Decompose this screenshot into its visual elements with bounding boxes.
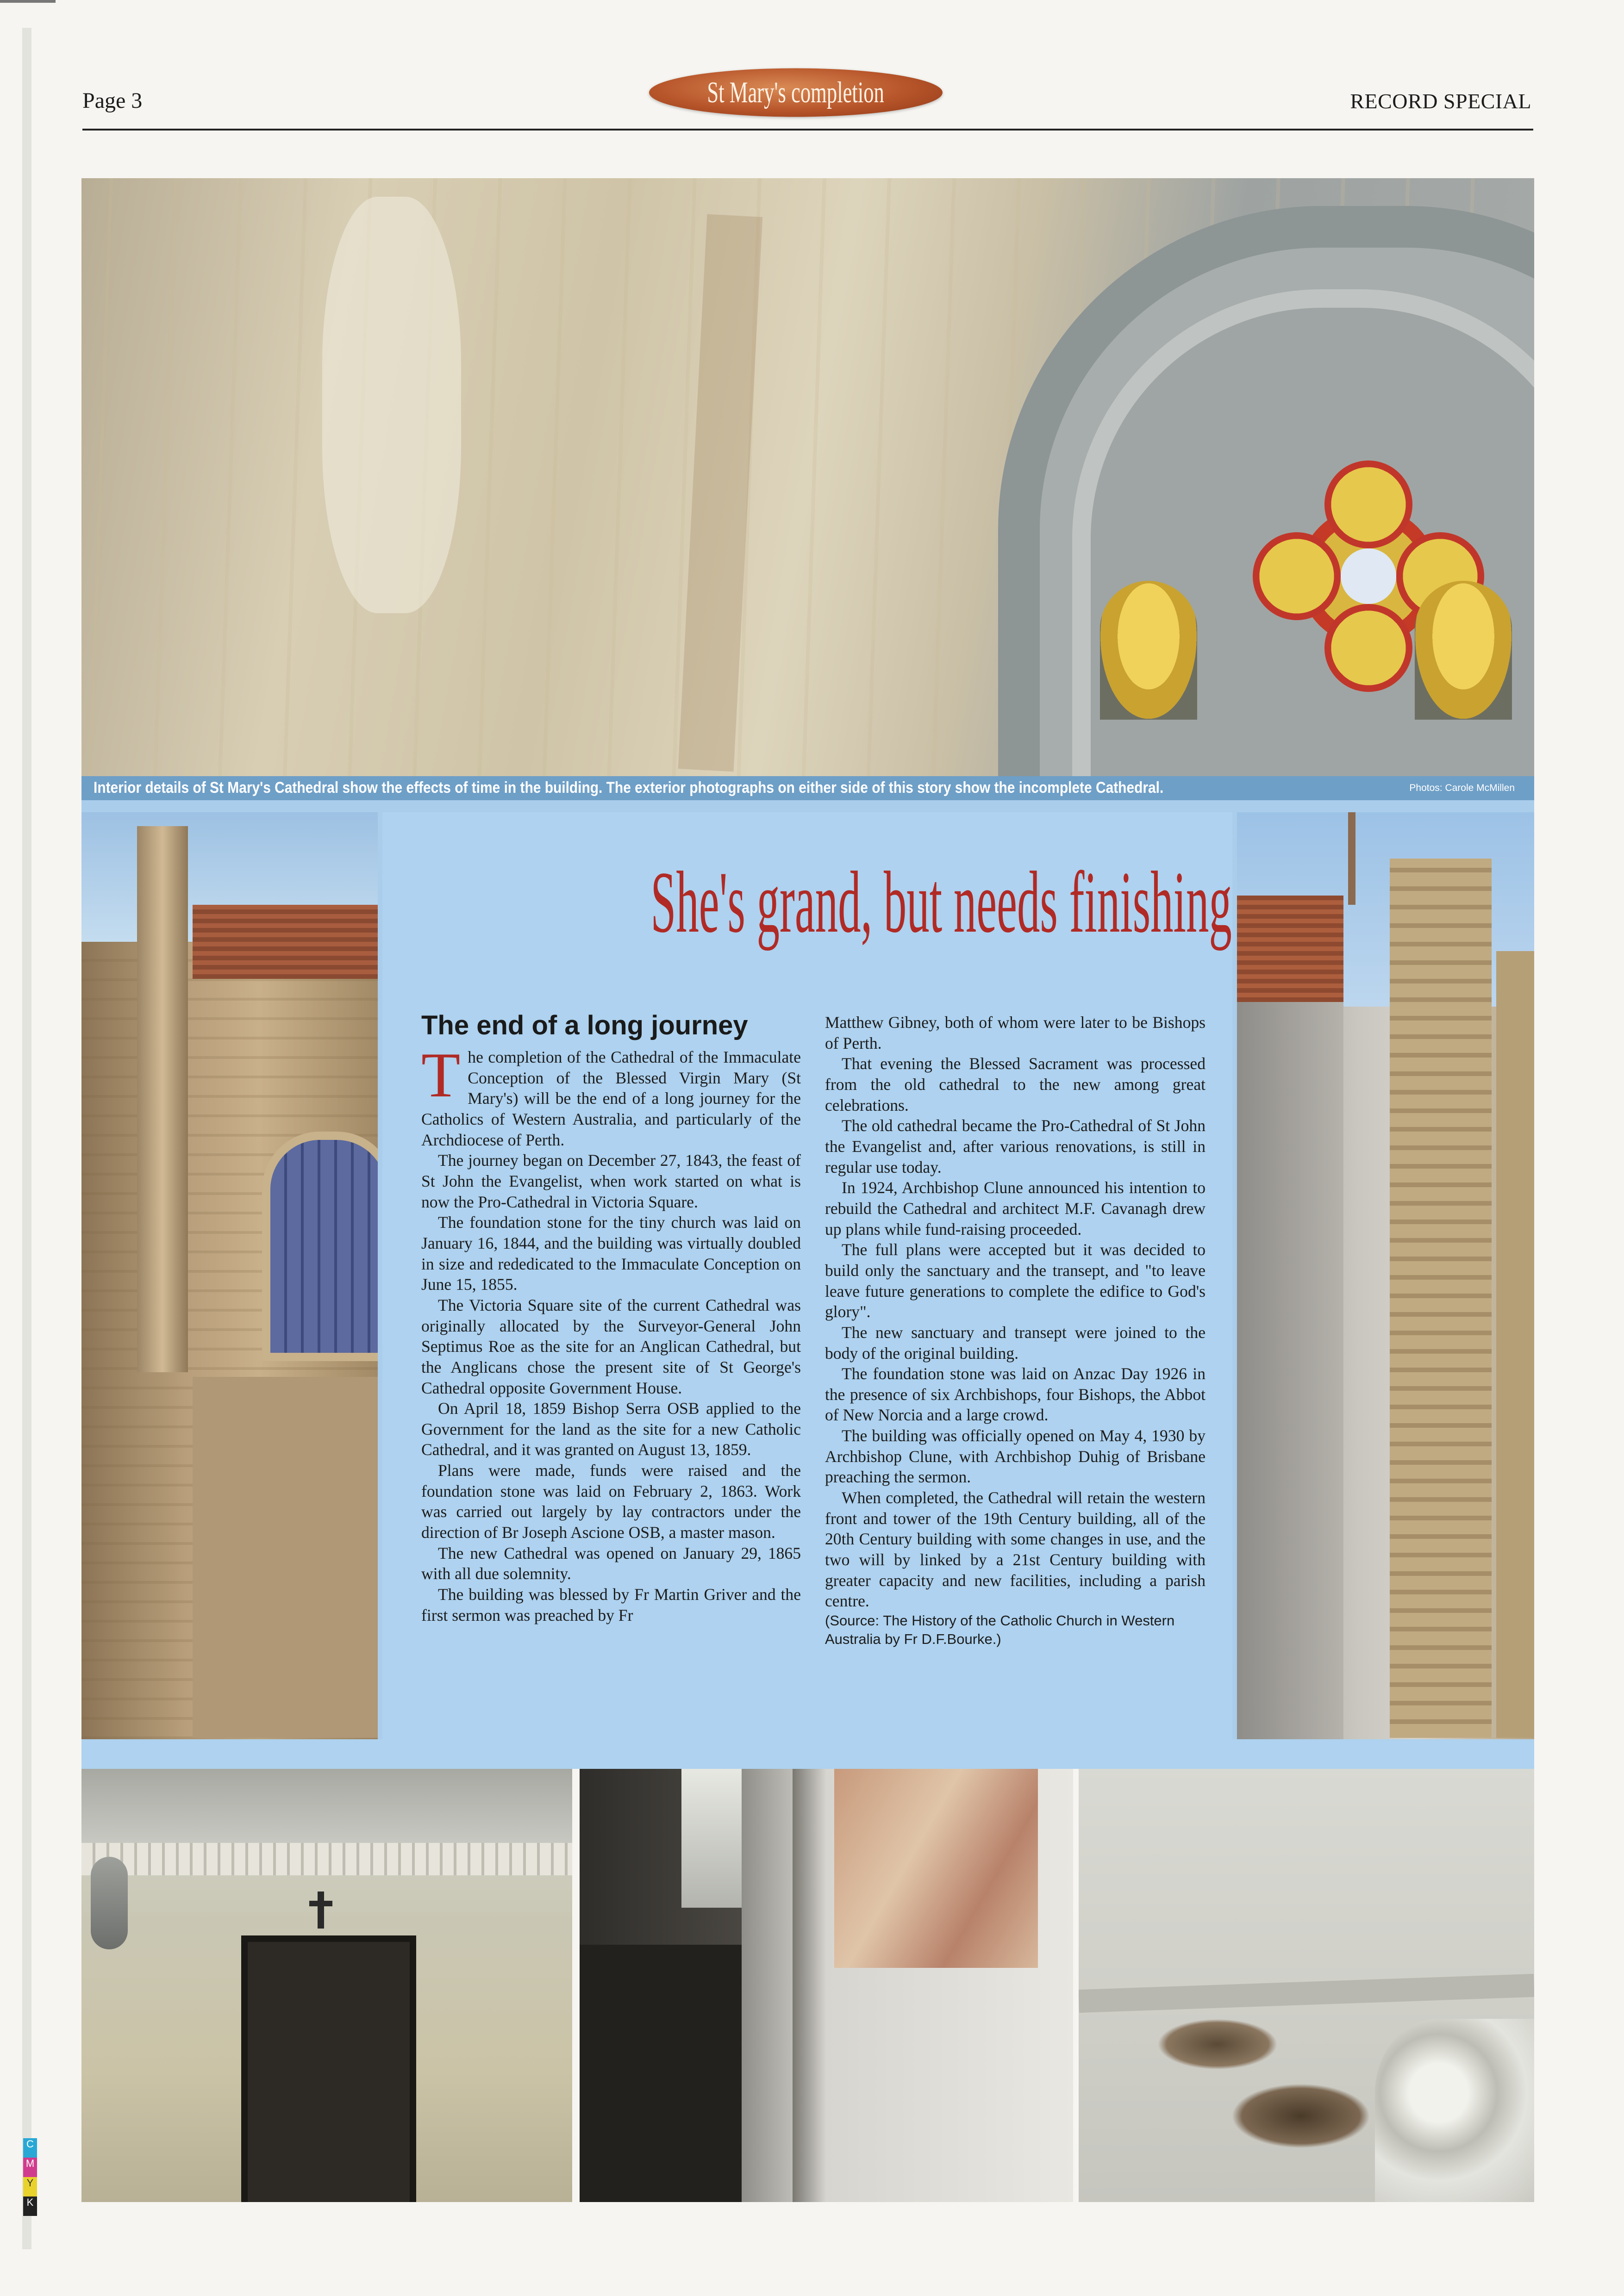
paragraph: That evening the Blessed Sacrament was processed from the old cathedral to the new among great celebrations. [825,1054,1206,1114]
tiled-roof [1237,896,1343,1002]
photo-credit: Photos: Carole McMillen [1409,783,1515,793]
article-column-right [825,1012,1206,1649]
plaster-ornament [1375,2019,1534,2202]
quatrefoil-lobe [1324,604,1412,692]
scan-margin-strip [22,28,31,2249]
photo-caption-bar [81,776,1534,800]
exterior-photo-right [1237,812,1534,1739]
peeling-plaster [322,197,461,613]
cmyk-swatch-y: Y [23,2177,37,2196]
dark-doorway [580,1945,742,2202]
publication-name: RECORD SPECIAL [1350,89,1531,113]
source-note: (Source: The History of the Catholic Church in Western Australia by Fr D.F.Bourke.) [825,1612,1175,1648]
interior-photo-fresco [580,1769,1073,2202]
damage-patch [1157,2019,1278,2070]
subhead: The end of a long journey [421,1010,748,1040]
headline [382,854,1232,951]
paragraph: The new sanctuary and transept were joined to the body of the original building. [825,1323,1206,1363]
pillar [742,1769,793,2202]
unfinished-stone-toothing [1390,859,1492,1738]
stone-wall [193,1377,378,1738]
faded-fresco [834,1769,1038,1968]
gothic-window [262,1132,378,1361]
paragraph: The old cathedral became the Pro-Cathedral of St John the Evangelist and, after various renovations, is still in regular use today. [825,1116,1206,1176]
paragraph: The foundation stone for the tiny church was laid on January 16, 1844, and the building was virtually doubled in size and rededicated to the Immaculate Conception on June 15, 1855. [421,1213,801,1294]
cmyk-registration-strip [23,2138,37,2217]
cornice [81,1843,572,1875]
paragraph: The journey began on December 27, 1843, the feast of St John the Evangelist, when work started on what is now the Pro-Cathedral in Victoria Square. [421,1151,801,1211]
paragraph: The building was blessed by Fr Martin Griver and the first sermon was preached by Fr [421,1585,801,1624]
cmyk-swatch-c: C [23,2138,37,2158]
panel-bottom-band [81,1739,1534,1769]
cross-icon-bar [309,1901,332,1906]
quatrefoil-lobe [1253,532,1341,620]
interior-photo-station-of-cross [81,1769,572,2202]
header-rule [82,129,1533,131]
damage-patch [1231,2084,1370,2148]
paragraph: When completed, the Cathedral will retain the western front and tower of the 19th Century building, all of the 20th Century building with some changes in use, and the two will by linked by a 21st Century building with greater capacity and new facilities, including a parish centre. [825,1488,1206,1611]
stone-pinnacle [137,826,188,1372]
interior-photo-ceiling-damage [1079,1769,1534,2202]
cmyk-swatch-m: M [23,2158,37,2177]
tiled-roof [193,905,378,979]
cmyk-swatch-k: K [23,2196,37,2216]
tower-side [1496,951,1534,1738]
paragraph: The foundation stone was laid on Anzac Day 1926 in the presence of six Archbishops, four Bishops, the Abbot of New Norcia and a large crowd. [825,1364,1206,1425]
quatrefoil-lobe [1324,460,1412,548]
paragraph: In 1924, Archbishop Clune announced his intention to rebuild the Cathedral and architect M.F. Cavanagh drew up plans while fund-raising proceeded. [825,1178,1206,1238]
framed-painting [241,1935,416,2202]
paragraph: The new Cathedral was opened on January 29, 1865 with all due solemnity. [421,1543,801,1583]
interior-photo-window [81,178,1534,776]
article-column-left [421,1039,801,1625]
section-title: St Mary's completion [707,75,885,109]
paragraph: The full plans were accepted but it was decided to build only the sanctuary and the transept, and "to leave leave future generations to complete the edifice to God's glory". [825,1240,1206,1321]
paragraph-continued: Matthew Gibney, both of whom were later to be Bishops of Perth. [825,1013,1206,1052]
page-number: Page 3 [82,88,143,113]
exterior-photo-left [81,812,378,1739]
paragraph: On April 18, 1859 Bishop Serra OSB applied to the Government for the land as the site for a new Catholic Cathedral, and it was granted on August 13, 1859. [421,1399,801,1459]
section-badge [649,68,943,117]
headline-text: She's grand, but needs finishing [650,854,1232,951]
paragraph: Plans were made, funds were raised and the foundation stone was laid on February 2, 1863. Work was carried out largely by lay contractors under the direction of Br Joseph Ascione OSB, a master mason. [421,1461,801,1542]
ceiling [81,1769,572,1852]
paragraph: The building was officially opened on May 4, 1930 by Archbishop Clune, with Archbishop Duhig of Brisbane preaching the sermon. [825,1426,1206,1487]
mast [1348,812,1355,905]
drop-cap: T [421,1039,461,1110]
window [681,1769,746,1908]
stained-glass-lancet-right [1415,581,1512,720]
lead-paragraph [421,1039,801,1150]
stained-glass-lancet-left [1100,581,1197,720]
wall-stain [678,214,763,772]
ceiling-beam [1079,1974,1534,2013]
photo-caption: Interior details of St Mary's Cathedral show the effects of time in the building. The exterior photographs on either side of this story show the incomplete Cathedral. [94,779,1164,796]
rendered-wall [1237,1002,1343,1739]
cross-icon [318,1892,324,1929]
paragraph: The Victoria Square site of the current Cathedral was originally allocated by the Surveyor-General John Septimus Roe as the site for an Anglican Cathedral, but the Anglicans chose the present site of St George's Cathedral opposite Government House. [421,1295,801,1397]
lead-text: he completion of the Cathedral of the Immaculate Conception of the Blessed Virgin Mary (St Mary's) will be the end of a long journey for the Catholics of Western Australia, and particularly of the Archdiocese of Perth. [421,1048,801,1149]
scan-corner-mark [0,0,56,3]
wall-lamp [91,1857,128,1949]
